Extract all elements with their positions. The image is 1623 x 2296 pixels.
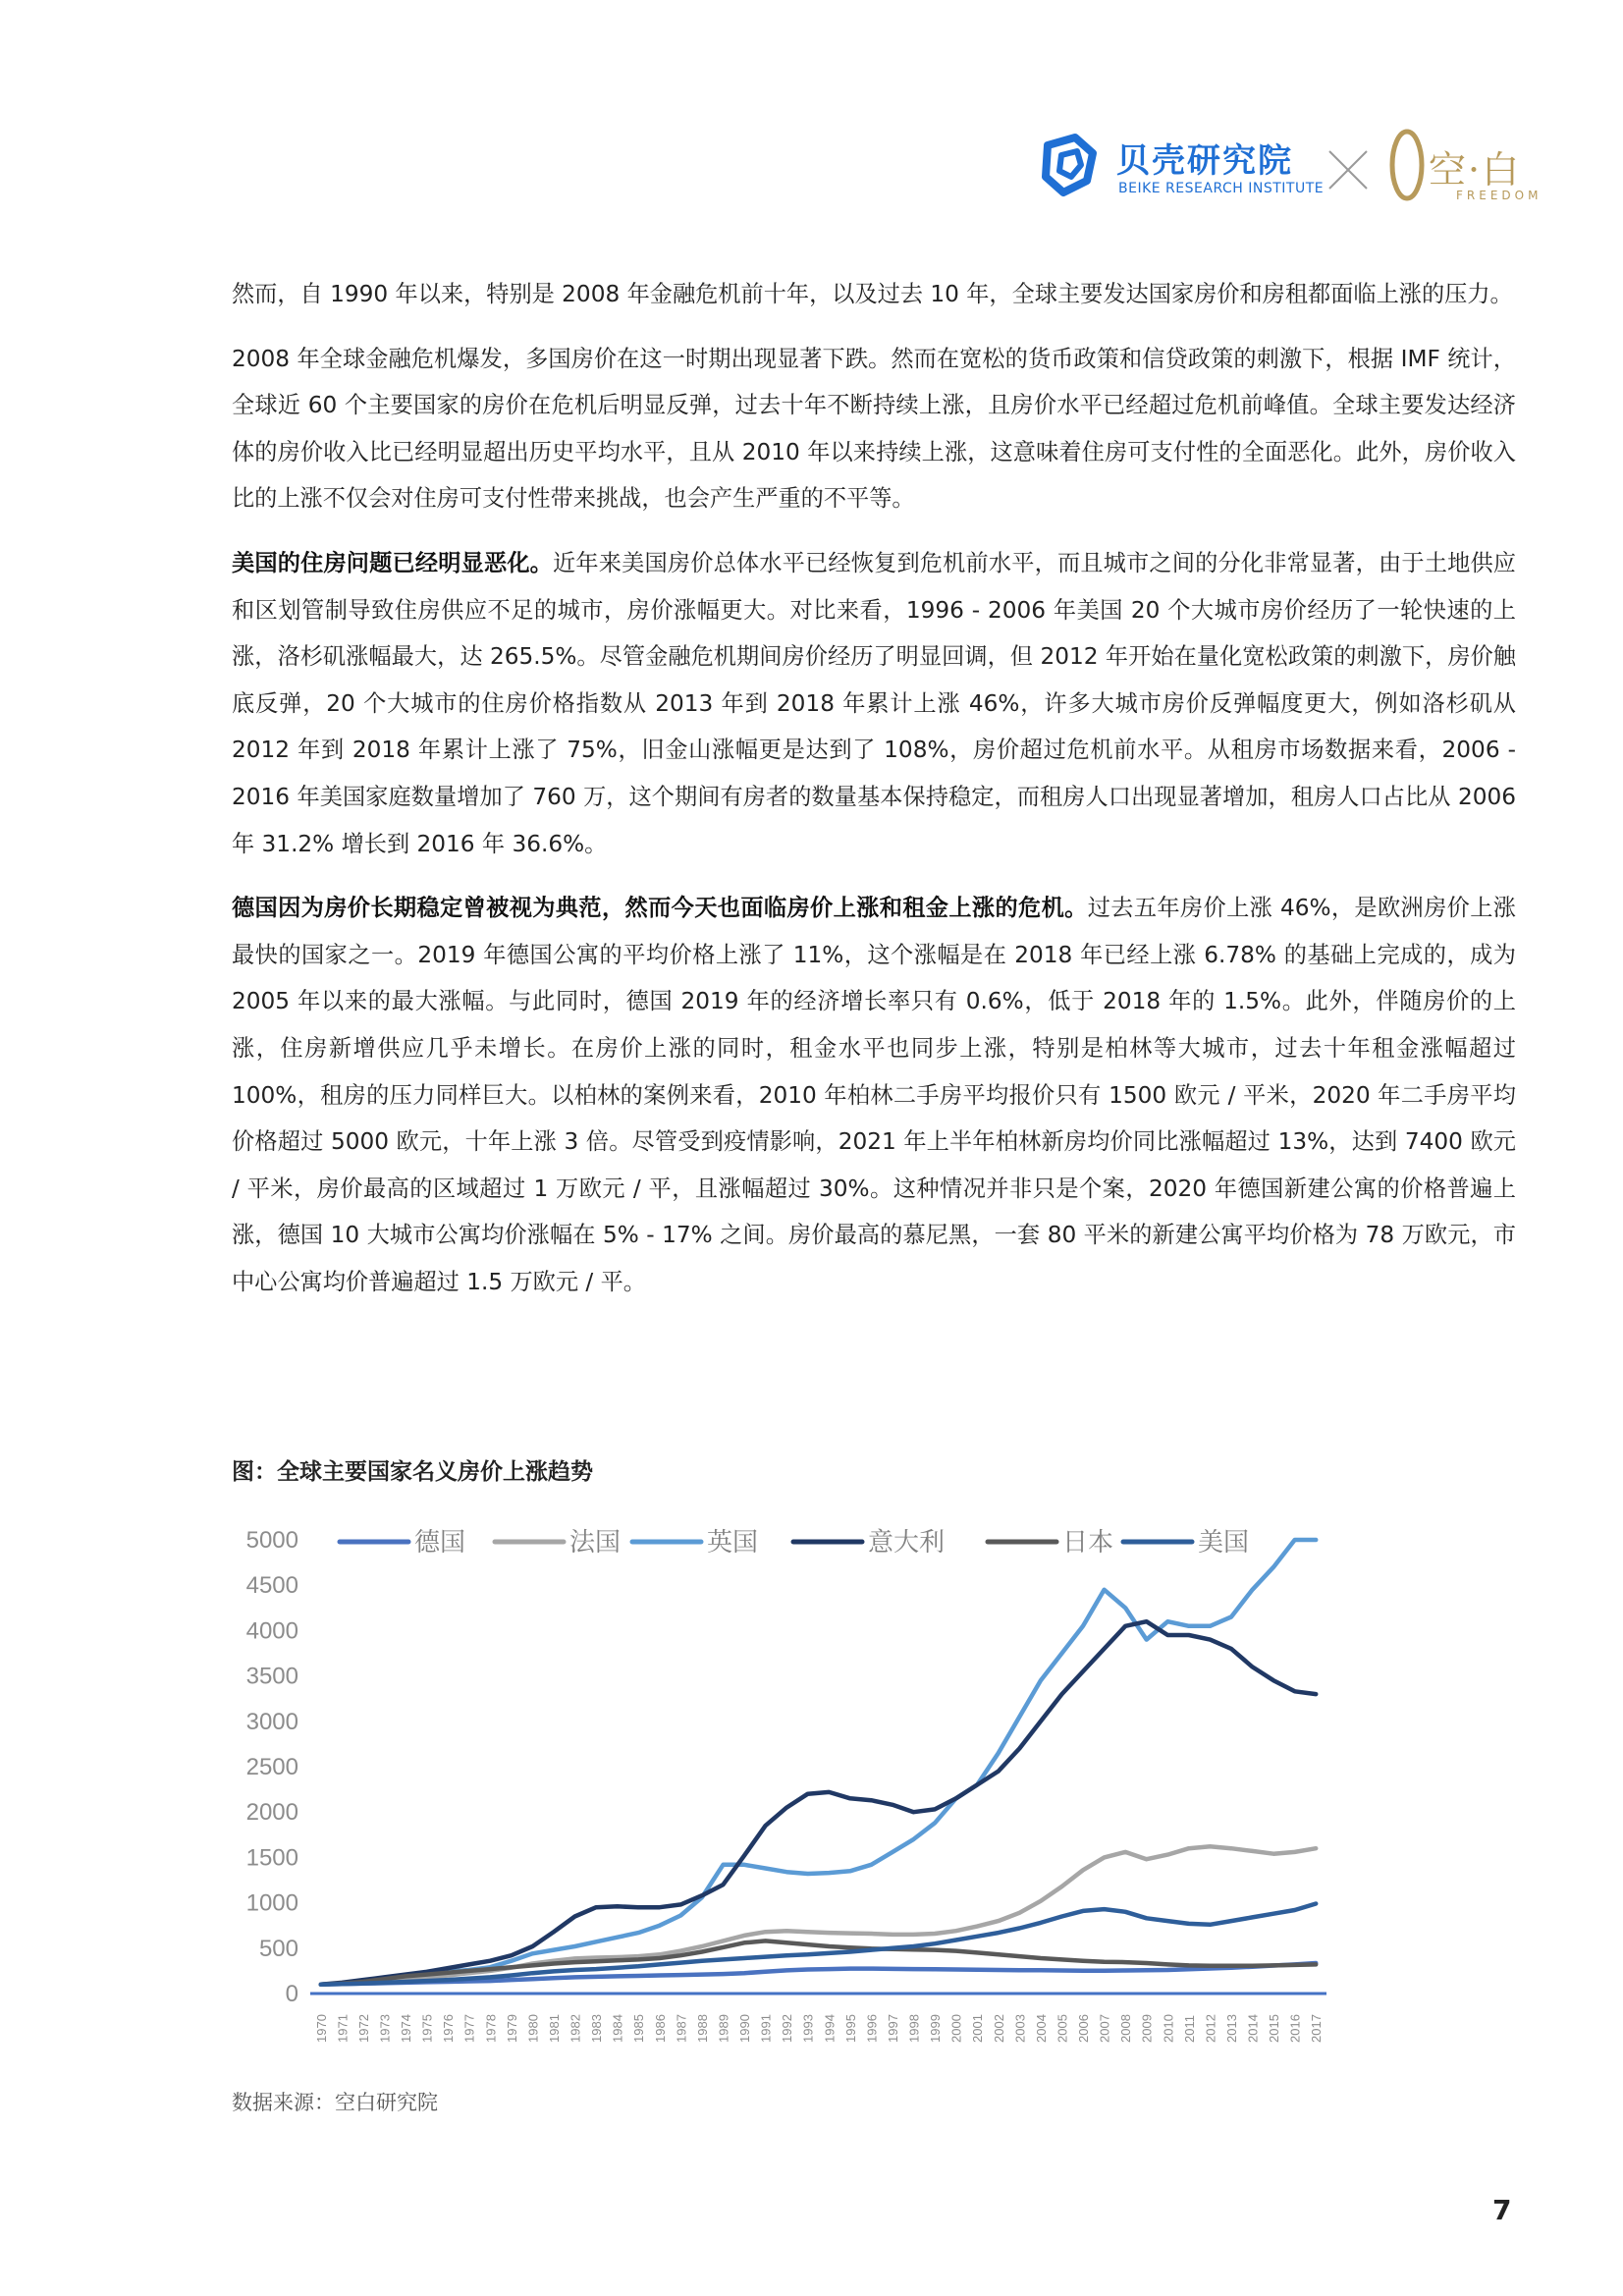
- partner-name-cn: 空·白: [1429, 148, 1522, 191]
- y-tick-label: 0: [285, 1981, 298, 2007]
- x-tick-label: 2011: [1181, 2015, 1197, 2043]
- brand-name-en: BEIKE RESEARCH INSTITUTE: [1118, 181, 1325, 196]
- y-tick-label: 4500: [245, 1572, 298, 1600]
- paragraph-2: [232, 336, 1516, 522]
- x-tick-label: 1986: [652, 2014, 668, 2043]
- x-tick-label: 2001: [970, 2014, 986, 2043]
- x-tick-label: 1998: [906, 2014, 922, 2043]
- x-tick-label: 1979: [504, 2014, 519, 2043]
- x-tick-label: 1984: [610, 2014, 625, 2043]
- x-tick-label: 2003: [1012, 2014, 1028, 2043]
- beike-logo-icon: [1036, 132, 1105, 200]
- x-tick-label: 1974: [399, 2014, 414, 2043]
- x-tick-label: 1989: [716, 2014, 731, 2043]
- x-tick-label: 2006: [1076, 2014, 1092, 2043]
- x-tick-label: 1980: [525, 2014, 541, 2043]
- page-number: 7: [1492, 2194, 1512, 2226]
- kongbai-logo-icon: [1385, 126, 1431, 204]
- x-tick-label: 1993: [800, 2014, 816, 2043]
- x-tick-label: 1982: [568, 2014, 583, 2043]
- y-tick-label: 500: [258, 1935, 298, 1962]
- page-header: [1036, 126, 1546, 214]
- x-tick-label: 1973: [377, 2014, 393, 2043]
- x-tick-label: 2005: [1055, 2014, 1070, 2043]
- x-tick-label: 1970: [313, 2014, 329, 2043]
- paragraph-lead: 德国因为房价长期稳定曾被视为典范，然而今天也面临房价上涨和租金上涨的危机。: [232, 895, 1088, 922]
- x-tick-label: 1975: [419, 2014, 435, 2043]
- brand-name-cn: 贝壳研究院: [1116, 141, 1293, 181]
- figure-source: 数据来源：空白研究院: [232, 2091, 438, 2114]
- legend-label: 法国: [569, 1528, 622, 1558]
- x-tick-label: 1995: [842, 2014, 858, 2043]
- x-tick-label: 1983: [589, 2014, 605, 2043]
- paragraph-text: 2008 年全球金融危机爆发，多国房价在这一时期出现显著下跌。然而在宽松的货币政策和信贷政策的刺激下，根据 IMF 统计，全球近 60 个主要国家的房价在危机后明显反弹，过去十年不断持续上涨，且房价水平已经超过危机前峰值。全球主要发达经济体的房价收入比已经明显超出历史平均水平，且从 2010 年以来持续上涨，这意味着住房可支付性的全面恶化。此外，房价收入比的上涨不仅会对住房可支付性带来挑战，也会产生严重的不平等。: [232, 345, 1516, 513]
- x-tick-label: 1997: [885, 2014, 900, 2043]
- y-tick-label: 5000: [245, 1527, 298, 1554]
- x-tick-label: 1992: [780, 2014, 795, 2043]
- x-tick-label: 2015: [1267, 2014, 1282, 2043]
- x-tick-label: 2010: [1161, 2014, 1176, 2043]
- series-line-英国: [321, 1540, 1316, 1985]
- house-price-line-chart: [232, 1510, 1341, 2060]
- x-tick-label: 1988: [694, 2014, 710, 2043]
- paragraph-3: [232, 540, 1516, 867]
- paragraph-text: 过去五年房价上涨 46%，是欧洲房价上涨最快的国家之一。2019 年德国公寓的平均价格上涨了 11%，这个涨幅是在 2018 年已经上涨 6.78% 的基础上完成的，成为 2005 年以来的最大涨幅。与此同时，德国 2019 年的经济增长率只有 0.6%，低于 2018 年的 1.5%。此外，伴随房价的上涨，住房新增供应几乎未增长。在房价上涨的同时，租金水平也同步上涨，特别是柏林等大城市，过去十年租金涨幅超过 100%，租房的压力同样巨大。以柏林的案例来看，2010 年柏林二手房平均报价只有 1500 欧元 / 平米，2020 年二手房平均价格超过 5000 欧元，十年上涨 3 倍。尽管受到疫情影响，2021 年上半年柏林新房均价同比涨幅超过 13%，达到 7400 欧元 / 平米，房价最高的区域超过 1 万欧元 / 平，且涨幅超过 30%。这种情况并非只是个案，2020 年德国新建公寓的价格普遍上涨，德国 10 大城市公寓均价涨幅在 5% - 17% 之间。房价最高的慕尼黑，一套 80 平米的新建公寓平均价格为 78 万欧元，市中心公寓均价普遍超过 1.5 万欧元 / 平。: [232, 895, 1516, 1295]
- x-tick-label: 2017: [1309, 2014, 1325, 2043]
- x-tick-label: 1978: [483, 2014, 499, 2043]
- y-tick-label: 1500: [245, 1844, 298, 1872]
- x-tick-label: 1985: [631, 2014, 647, 2043]
- paragraph-1: [232, 271, 1516, 318]
- x-tick-label: 1976: [441, 2014, 457, 2043]
- paragraph-lead: 美国的住房问题已经明显恶化。: [232, 549, 554, 576]
- x-tick-label: 1972: [355, 2014, 371, 2043]
- paragraph-text: 近年来美国房价总体水平已经恢复到危机前水平，而且城市之间的分化非常显著，由于土地供应和区划管制导致住房供应不足的城市，房价涨幅更大。对比来看，1996 - 2006 年美国 20 个大城市房价经历了一轮快速的上涨，洛杉矶涨幅最大，达 265.5%。尽管金融危机期间房价经历了明显回调，但 2012 年开始在量化宽松政策的刺激下，房价触底反弹，20 个大城市的住房价格指数从 2013 年到 2018 年累计上涨 46%，许多大城市房价反弹幅度更大，例如洛杉矶从 2012 年到 2018 年累计上涨了 75%，旧金山涨幅更是达到了 108%，房价超过危机前水平。从租房市场数据来看，2006 - 2016 年美国家庭数量增加了 760 万，这个期间有房者的数量基本保持稳定，而租房人口出现显著增加，租房人口占比从 2006 年 31.2% 增长到 2016 年 36.6%。: [232, 549, 1516, 857]
- paragraph-4: [232, 885, 1516, 1305]
- y-tick-label: 4000: [245, 1617, 298, 1645]
- article-body: [232, 271, 1516, 1323]
- legend-label: 英国: [707, 1528, 759, 1558]
- y-tick-label: 2000: [245, 1799, 298, 1827]
- x-tick-label: 1994: [822, 2014, 838, 2043]
- x-tick-label: 2009: [1139, 2014, 1155, 2043]
- x-tick-label: 2007: [1097, 2014, 1112, 2043]
- x-tick-label: 2004: [1033, 2014, 1049, 2043]
- x-tick-label: 2012: [1203, 2014, 1218, 2043]
- partner-name-en: FREEDOM: [1456, 189, 1542, 202]
- x-tick-label: 2000: [948, 2014, 964, 2043]
- x-tick-label: 2013: [1223, 2014, 1239, 2043]
- cross-icon: [1327, 149, 1369, 191]
- series-line-意大利: [321, 1621, 1316, 1985]
- x-tick-label: 2014: [1245, 2014, 1261, 2043]
- x-tick-label: 1971: [335, 2014, 351, 2043]
- x-tick-label: 1996: [864, 2014, 880, 2043]
- legend-label: 德国: [414, 1528, 466, 1558]
- figure-title: 图：全球主要国家名义房价上涨趋势: [232, 1459, 593, 1485]
- x-tick-label: 2002: [991, 2014, 1006, 2043]
- x-tick-label: 1999: [928, 2014, 944, 2043]
- y-tick-label: 3500: [245, 1663, 298, 1690]
- paragraph-text: 然而，自 1990 年以来，特别是 2008 年金融危机前十年，以及过去 10 年，全球主要发达国家房价和房租都面临上涨的压力。: [232, 281, 1513, 307]
- legend-label: 美国: [1198, 1528, 1250, 1558]
- x-tick-label: 1990: [737, 2014, 753, 2043]
- legend-label: 意大利: [868, 1528, 946, 1558]
- legend-label: 日本: [1062, 1528, 1114, 1558]
- x-tick-label: 1981: [546, 2014, 562, 2043]
- x-tick-label: 1987: [674, 2014, 689, 2043]
- x-tick-label: 2008: [1118, 2014, 1134, 2043]
- y-tick-label: 2500: [245, 1754, 298, 1780]
- y-tick-label: 1000: [245, 1889, 298, 1917]
- y-tick-label: 3000: [245, 1708, 298, 1735]
- x-tick-label: 1977: [461, 2014, 477, 2043]
- x-tick-label: 2016: [1287, 2014, 1303, 2043]
- x-tick-label: 1991: [758, 2014, 774, 2043]
